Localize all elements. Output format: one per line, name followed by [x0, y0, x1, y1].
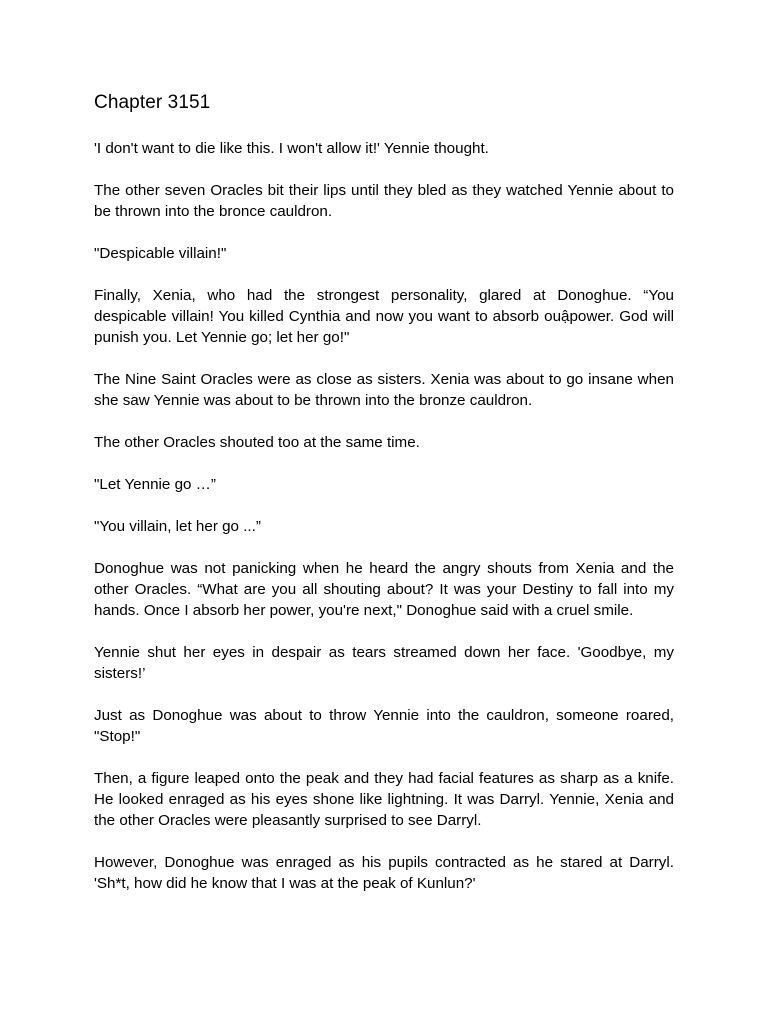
paragraph: "You villain, let her go ...”	[94, 518, 261, 535]
paragraph: "Let Yennie go …”	[94, 476, 216, 493]
paragraph: The Nine Saint Oracles were as close as sisters. Xenia was about to go insane when she saw Yennie was about to be thrown into the bronze cauldron.	[94, 371, 674, 409]
paragraph: Just as Donoghue was about to throw Yennie into the cauldron, someone roared, "Stop!"	[94, 707, 674, 745]
chapter-title: Chapter 3151	[94, 92, 211, 113]
document-page	[94, 88, 674, 915]
paragraph: 'I don't want to die like this. I won't allow it!' Yennie thought.	[94, 140, 489, 157]
paragraph: The other seven Oracles bit their lips until they bled as they watched Yennie about to be thrown into the bronce cauldron.	[94, 182, 674, 220]
paragraph: The other Oracles shouted too at the same time.	[94, 434, 420, 451]
paragraph: Donoghue was not panicking when he heard the angry shouts from Xenia and the other Oracles. “What are you all shouting about? It was your Destiny to fall into my hands. Once I absorb her power, you're next," Donoghue said with a cruel smile.	[94, 560, 674, 619]
paragraph: However, Donoghue was enraged as his pupils contracted as he stared at Darryl. 'Sh*t, how did he know that I was at the peak of Kunlun?'	[94, 854, 674, 892]
paragraph: Then, a figure leaped onto the peak and they had facial features as sharp as a knife. He looked enraged as his eyes shone like lightning. It was Darryl. Yennie, Xenia and the other Oracles were pleasantly surprised to see Darryl.	[94, 770, 674, 829]
paragraph: "Despicable villain!"	[94, 245, 227, 262]
paragraph: Yennie shut her eyes in despair as tears streamed down her face. 'Goodbye, my sisters!’	[94, 644, 674, 682]
paragraph: Finally, Xenia, who had the strongest personality, glared at Donoghue. “You despicable villain! You killed Cynthia and now you want to absorb ouậpower. God will punish you. Let Yennie go; let her go!"	[94, 287, 674, 346]
